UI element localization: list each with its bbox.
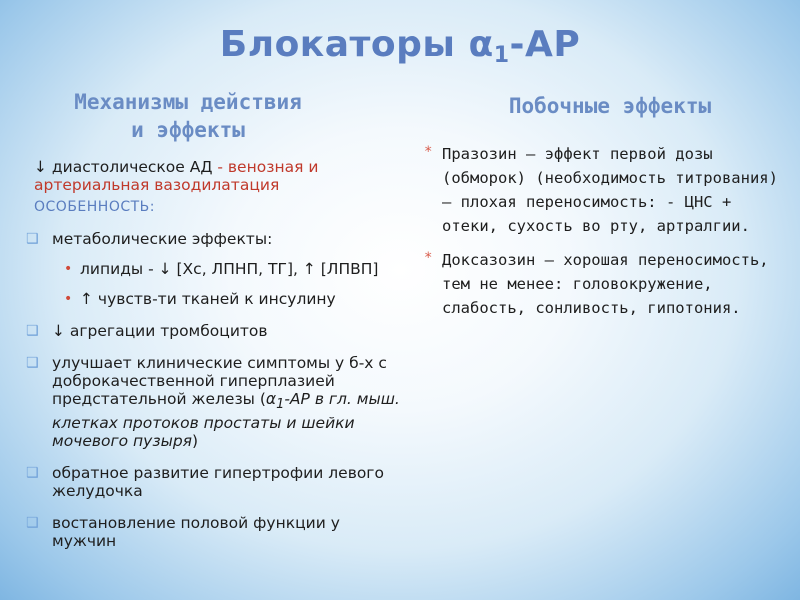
checkbox-arrow-icon: ❑ — [26, 515, 39, 532]
list-item: ❑ обратное развитие гипертрофии левого желудочка — [26, 464, 384, 501]
dot-icon: • — [64, 291, 73, 307]
checkbox-arrow-icon: ❑ — [26, 323, 39, 339]
list-item: * Доксазозин – хорошая переносимость, тем не менее: головокружение, слабость, сонливость, гипотония. — [420, 248, 780, 320]
list-item: ❑ улучшает клинические симптомы у б-х с доброкачественной гиперплазией предстательной железы ($\alpha_1-АР$ в гл. мыш. клетках протоков простаты и шейки мочевого пузыря) — [26, 354, 400, 451]
list-item: * Празозин – эффект первой дозы (обморок) (необходимость титрования) – плохая переносимость: - ЦНС + отеки, сухость во рту, артралгии. — [420, 142, 780, 238]
asterisk-icon: * — [424, 250, 433, 266]
dot-icon: • — [64, 261, 73, 277]
checkbox-arrow-icon: ❑ — [26, 355, 39, 371]
checkbox-arrow-icon: ❑ — [26, 231, 39, 247]
list-item: ❑ востановление половой функции у мужчин — [26, 514, 340, 551]
checkbox-arrow-icon: ❑ — [26, 465, 39, 482]
list-item: ❑ ↓ агрегации тромбоцитов — [26, 322, 268, 340]
right-heading: Побочные эффекты — [508, 94, 712, 118]
slide-title: Блокаторы $\alpha_1-АР$ — [219, 24, 581, 68]
list-item: ❑ метаболические эффекты: — [26, 230, 273, 248]
side-effects-column — [420, 142, 780, 330]
special-label: ОСОБЕННОСТЬ: — [34, 199, 155, 215]
sub-list-item: • липиды - ↓ [Хс, ЛПНП, ТГ], ↑ [ЛПВП] — [64, 260, 379, 278]
asterisk-icon: * — [424, 144, 433, 160]
left-heading: Механизмы действия и эффекты — [74, 90, 302, 142]
intro-text: ↓ диастолическое АД - венозная и артериальная вазодилатация — [34, 158, 319, 194]
mechanisms-column — [24, 158, 404, 550]
sub-list-item: • ↑ чувств-ти тканей к инсулину — [64, 290, 336, 308]
